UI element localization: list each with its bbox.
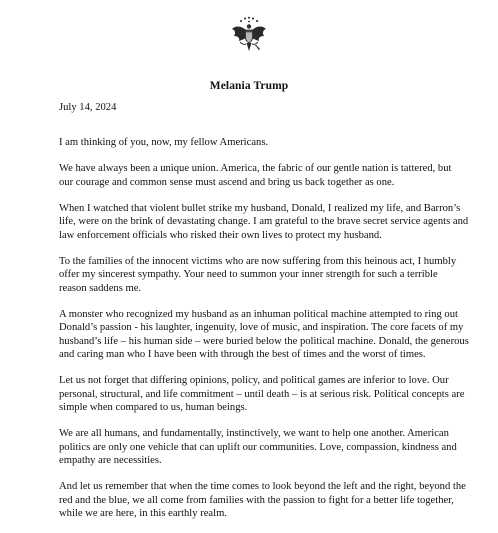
letter-paragraph <box>59 162 452 189</box>
paragraph-line: red and the blue, we all come from families with the passion to fight for a better life together, <box>59 494 454 506</box>
letter-paragraph <box>59 136 449 149</box>
paragraph-line: reason saddens me. <box>59 282 142 294</box>
eagle-seal-icon <box>231 16 267 56</box>
paragraph-line: offer my sincerest sympathy. Your need to summon your inner strength for such a terrible <box>59 269 438 281</box>
paragraph-line: When I watched that violent bullet strike my husband, Donald, I realized my life, and Barron’s <box>59 202 461 214</box>
letter-paragraph <box>59 374 465 414</box>
paragraph-line: A monster who recognized my husband as an inhuman political machine attempted to ring out <box>59 308 458 320</box>
letter-paragraph <box>59 202 469 242</box>
paragraph-line: while we are here, in this earthly realm. <box>59 508 227 520</box>
paragraph-line: and caring man who I have been with through the best of times and the worst of times. <box>59 349 426 361</box>
paragraph-line: I am thinking of you, now, my fellow Americans. <box>59 137 269 148</box>
paragraph-line: To the families of the innocent victims who are now suffering from this heinous act, I humbly <box>59 255 457 267</box>
letter-paragraph <box>59 255 457 295</box>
paragraph-line: empathy are necessities. <box>59 455 162 467</box>
letter-paragraph <box>59 480 466 520</box>
letter-paragraph <box>59 427 457 467</box>
paragraph-line: husband’s life – his human side – were buried below the political machine. Donald, the generous <box>59 335 469 347</box>
paragraph-line: Donald’s passion - his laughter, ingenuity, love of music, and inspiration. The core facets of my <box>59 322 464 334</box>
paragraph-line: law enforcement officials who risked their own lives to protect my husband. <box>59 229 382 241</box>
paragraph-line: Let us not forget that differing opinions, policy, and political games are inferior to love. Our <box>59 375 449 387</box>
paragraph-line: We have always been a unique union. America, the fabric of our gentle nation is tattered, but <box>59 163 452 175</box>
letter-date: July 14, 2024 <box>59 102 117 113</box>
letter-author: Melania Trump <box>209 80 289 92</box>
paragraph-line: We are all humans, and fundamentally, instinctively, we want to help one another. American <box>59 428 449 440</box>
paragraph-line: our courage and common sense must ascend and bring us back together as one. <box>59 176 395 188</box>
paragraph-line: life, were on the brink of devastating change. I am grateful to the brave secret service agents and <box>59 216 469 228</box>
letter-paragraph <box>59 308 469 362</box>
letter-body <box>59 136 469 533</box>
paragraph-line: simple when compared to us, human beings. <box>59 402 248 414</box>
paragraph-line: personal, structural, and life commitment – until death – is at serious risk. Political concepts are <box>59 388 465 400</box>
paragraph-line: politics are only one vehicle that can uplift our communities. Love, compassion, kindness and <box>59 441 457 453</box>
paragraph-line: And let us remember that when the time comes to look beyond the left and the right, beyond the <box>59 481 466 493</box>
